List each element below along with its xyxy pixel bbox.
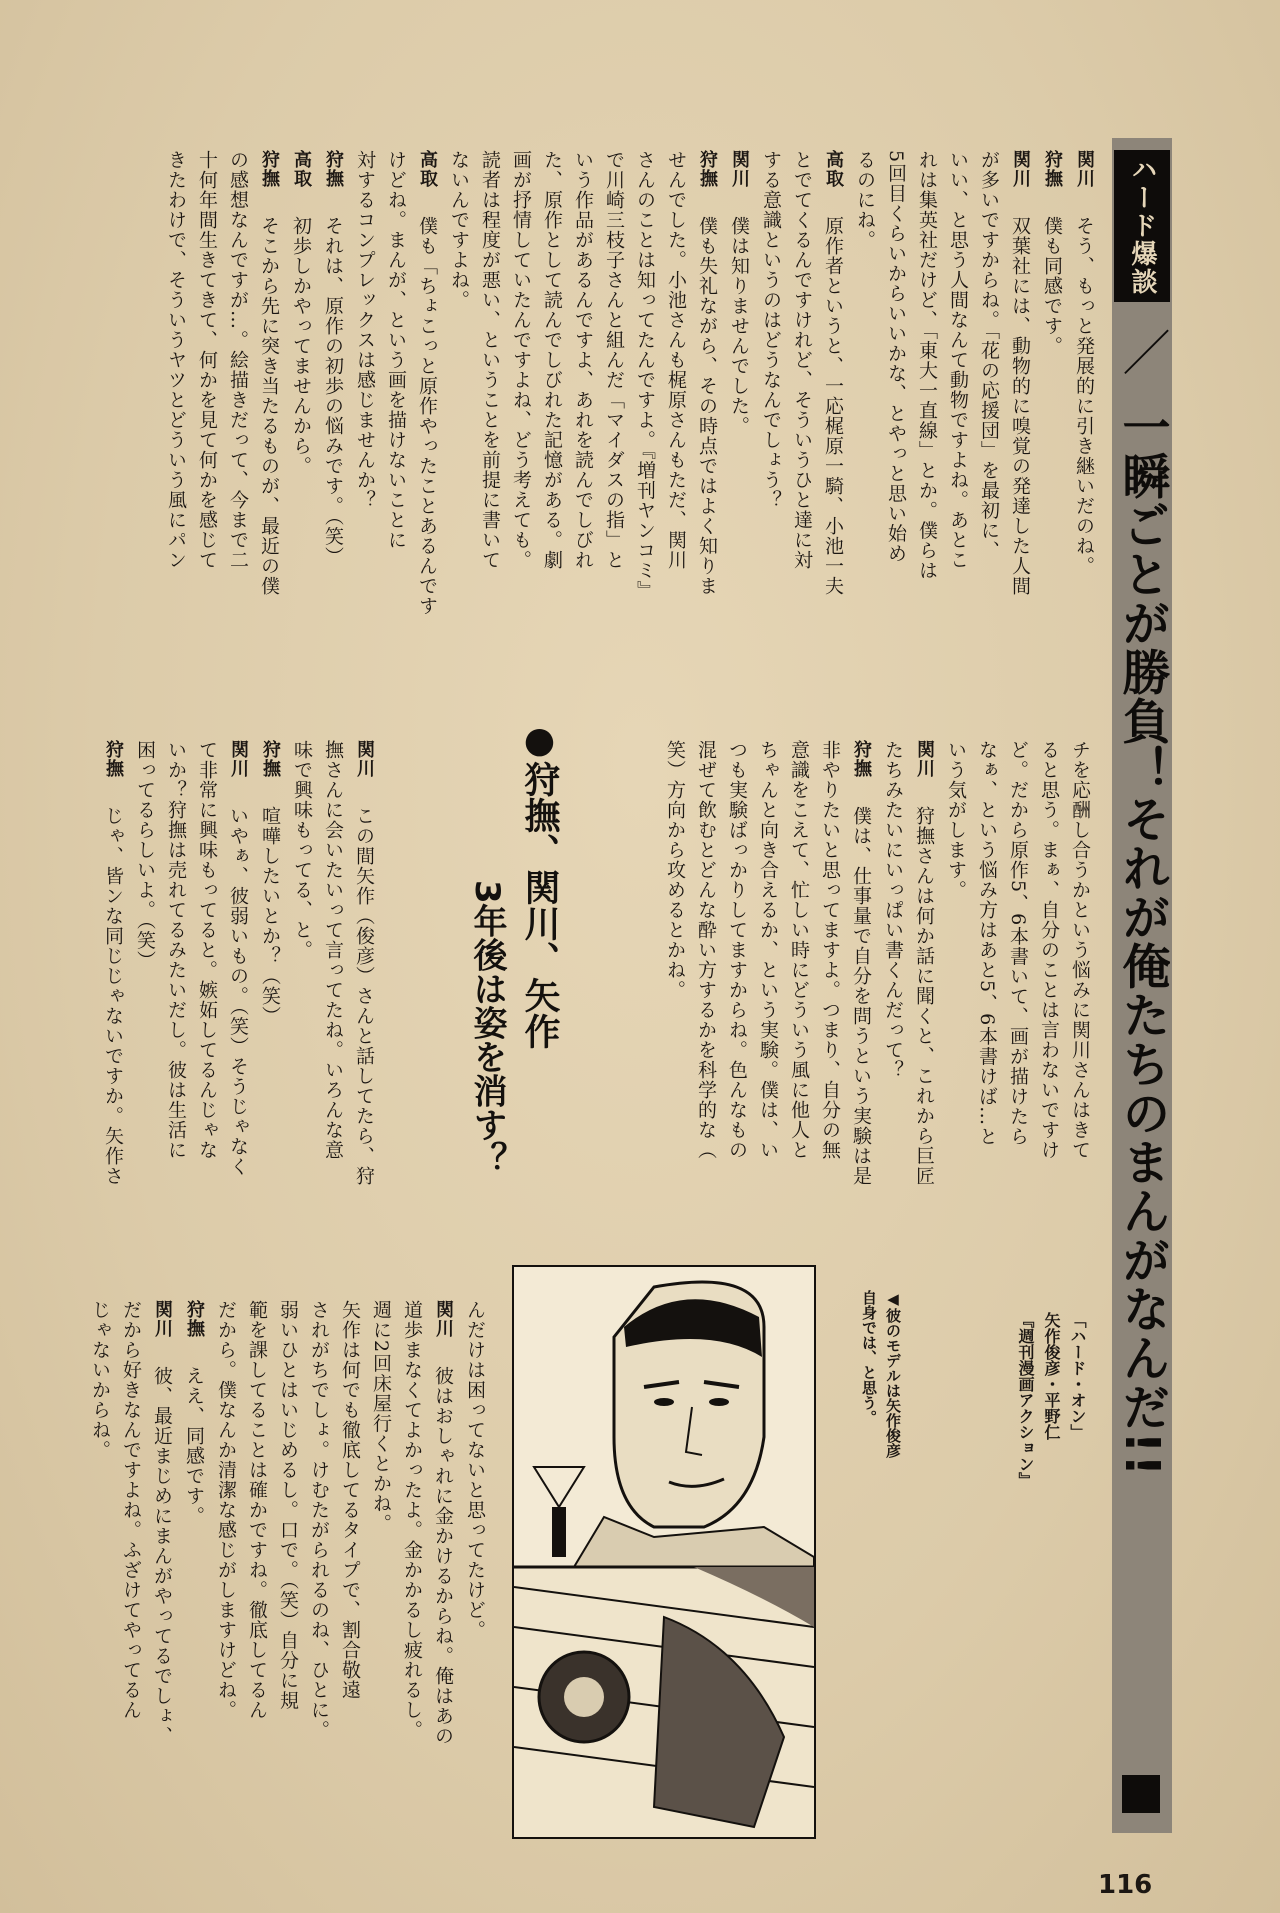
text-line	[973, 150, 1004, 710]
text-line	[84, 1300, 115, 1840]
text-line	[1064, 740, 1095, 1260]
dialogue-text: で川崎三枝子さんと組んだ「マイダスの指」と	[603, 150, 625, 570]
text-line	[1036, 150, 1068, 710]
dialogue-text: きたわけで、そういうヤツとどういう風にパン	[165, 150, 187, 570]
dialogue-text: 画が抒情していたんですよね、どう考えても。	[510, 150, 532, 570]
text-line	[505, 150, 536, 710]
speaker-name: 関川	[228, 740, 249, 778]
caption-line: 矢作俊彦・平野仁	[1042, 1312, 1061, 1440]
dialogue-text: いやぁ、彼弱いもの。（笑）そうじゃなく	[227, 806, 249, 1177]
speaker-name: 狩撫	[184, 1300, 205, 1338]
header-end-square	[1122, 1775, 1160, 1813]
speaker-name: 関川	[152, 1300, 173, 1338]
header-title: 一瞬ごとが勝負！それが俺たちのまんがなんだ!!	[1114, 402, 1170, 1478]
manga-illustration	[512, 1265, 816, 1839]
dialogue-text: 狩撫さんは何か話に聞くと、これから巨匠	[913, 806, 935, 1186]
dialogue-text: じゃ、皆ンな同じじゃないですか。矢作さ	[102, 806, 124, 1186]
dialogue-text: 撫さんに会いたいって言ってたね。いろんな意	[322, 740, 344, 1160]
text-line	[241, 1300, 272, 1840]
dialogue-text: 範を課してることは確かですね。徹底してるん	[246, 1300, 268, 1720]
speaker-name: 関川	[1074, 150, 1095, 188]
text-line	[814, 740, 845, 1260]
middle-right-text-block	[655, 740, 1095, 1260]
middle-left-text-block	[60, 740, 380, 1260]
caption-line: 『週刊漫画アクション』	[1016, 1312, 1035, 1488]
text-line	[285, 150, 317, 710]
dialogue-text: そこから先に突き当たるものが、最近の僕	[258, 216, 280, 596]
dialogue-text: 僕は知りませんでした。	[728, 216, 750, 436]
text-line	[160, 740, 191, 1260]
text-line	[254, 740, 286, 1260]
dialogue-text: の感想なんですが…。絵描きだって、今まで二	[227, 150, 249, 570]
speaker-name: 高取	[291, 150, 312, 188]
text-line	[411, 150, 443, 710]
text-line	[191, 150, 222, 710]
text-line	[849, 150, 880, 710]
text-line	[942, 150, 973, 710]
dialogue-text: いう気がします。	[945, 740, 967, 900]
dialogue-text: ちゃんと向き合えるか、という実験。僕は、い	[757, 740, 779, 1160]
header-title-block	[1114, 150, 1170, 1730]
header-slash: ／	[1114, 327, 1170, 377]
text-line	[598, 150, 629, 710]
text-line	[536, 150, 567, 710]
dialogue-text: 対するコンプレックスは感じませんか？	[354, 150, 376, 510]
dialogue-text: ええ、同感です。	[183, 1366, 205, 1526]
dialogue-text: 味で興味もってる、と。	[291, 740, 313, 960]
dialogue-text: されがちでしょ。けむたがられるのね、ひとに。	[308, 1300, 330, 1740]
text-line	[286, 740, 317, 1260]
speaker-name: 狩撫	[259, 150, 280, 188]
dialogue-text: 双葉社には、動物的に嗅覚の発達した人間	[1009, 216, 1031, 596]
text-line	[1002, 740, 1033, 1260]
dialogue-text: さんのことは知ってたんですよ。『増刊ヤンコミ』	[634, 150, 656, 601]
dialogue-text: いか？狩撫は売れてるみたいだし。彼は生活に	[165, 740, 187, 1160]
text-line	[1033, 740, 1064, 1260]
dialogue-text: せんでした。小池さんも梶原さんもただ、関川	[665, 150, 687, 570]
speaker-name: 狩撫	[697, 150, 718, 188]
text-line	[459, 1300, 490, 1840]
dialogue-text: この間矢作（俊彦）さんと話してたら、狩	[353, 806, 375, 1186]
text-line	[178, 1300, 210, 1840]
page-number: 116	[1098, 1870, 1153, 1900]
speaker-name: 狩撫	[1042, 150, 1063, 188]
dialogue-text: 僕も「ちょこっと原作やったことあるんです	[416, 216, 438, 616]
dialogue-text: 週に2回床屋行くとかね。	[370, 1300, 392, 1534]
dialogue-text: なぁ、という悩み方はあと5、6本書けば…と	[976, 740, 998, 1147]
dialogue-text: たちみたいにいっぱい書くんだって？	[882, 740, 904, 1080]
dialogue-text: けどね。まんが、という画を描けないことに	[385, 150, 407, 550]
text-line	[723, 150, 755, 710]
text-line	[567, 150, 598, 710]
dialogue-text: 原作者というと、一応梶原一騎、小池一夫	[822, 216, 844, 596]
dialogue-text: 彼はおしゃれに金かけるからね。俺はあの	[432, 1366, 454, 1746]
dialogue-text: れは集英社だけど、「東大一直線」とか。僕らは	[916, 150, 938, 581]
text-line	[210, 1300, 241, 1840]
text-line	[222, 150, 253, 710]
speaker-name: 関川	[433, 1300, 454, 1338]
illustration-caption-note	[845, 1290, 905, 1458]
speaker-name: 狩撫	[323, 150, 344, 188]
section-title	[425, 720, 565, 1340]
dialogue-text: チを応酬し合うかという悩みに関川さんはきて	[1069, 740, 1091, 1160]
dialogue-text: 僕も同感です。	[1041, 216, 1063, 356]
manga-illustration-drawing	[514, 1267, 814, 1837]
text-line	[191, 740, 222, 1260]
section-title-sub: 3年後は姿を消す？	[467, 880, 507, 1176]
text-line	[880, 150, 911, 710]
dialogue-text: んだけは困ってないと思ってたけど。	[464, 1300, 486, 1640]
dialogue-text: 非やりたいと思ってますよ。つまり、自分の無	[819, 740, 841, 1160]
dialogue-text: じゃないからね。	[89, 1300, 111, 1460]
text-line	[783, 740, 814, 1260]
section-title-main: ●狩撫、関川、矢作	[519, 720, 560, 1049]
text-line	[1068, 150, 1100, 710]
text-line	[845, 740, 877, 1260]
header-tag: ハード爆談	[1114, 150, 1170, 302]
text-line	[129, 740, 160, 1260]
dialogue-text: だから好きなんですよね。ふざけてやってるん	[120, 1300, 142, 1720]
dialogue-text: 僕も失礼ながら、その時点ではよく知りま	[696, 216, 718, 596]
text-line	[97, 740, 129, 1260]
dialogue-text: だから。僕なんか清潔な感じがしますけどね。	[215, 1300, 237, 1720]
dialogue-text: そう、もっと発展的に引き継いだのね。	[1073, 216, 1095, 576]
dialogue-text: 読者は程度が悪い、ということを前提に書いて	[479, 150, 501, 570]
text-line	[691, 150, 723, 710]
dialogue-text: 5回目くらいからいいかな、とやっと思い始め	[885, 150, 907, 564]
text-line	[1004, 150, 1036, 710]
upper-text-block	[60, 150, 1100, 710]
text-line	[334, 1300, 365, 1840]
lower-text-block	[60, 1300, 490, 1840]
text-line	[380, 150, 411, 710]
dialogue-text: 喧嘩したいとか？（笑）	[259, 806, 281, 1026]
speaker-name: 関川	[729, 150, 750, 188]
dialogue-text: るのにね。	[854, 150, 876, 250]
text-line	[755, 150, 786, 710]
dialogue-text: 弱いひとはいじめるし。口で。（笑）自分に規	[277, 1300, 299, 1711]
text-line	[443, 150, 474, 710]
dialogue-text: つも実験ばっかりしてますからね。色んなもの	[726, 740, 748, 1160]
text-line	[474, 150, 505, 710]
dialogue-text: 意識をこえて、忙しい時にどういう風に他人と	[788, 740, 810, 1160]
dialogue-text: 笑）方向から攻めるとかね。	[664, 740, 686, 1000]
text-line	[146, 1300, 178, 1840]
illustration-caption-title	[960, 1312, 1090, 1488]
dialogue-text: ると思う。まぁ、自分のことは言わないですけ	[1038, 740, 1060, 1160]
text-line	[908, 740, 940, 1260]
text-line	[160, 150, 191, 710]
text-line	[303, 1300, 334, 1840]
speaker-name: 高取	[823, 150, 844, 188]
text-line	[940, 740, 971, 1260]
text-line	[660, 150, 691, 710]
dialogue-text: それは、原作の初歩の悩みです。（笑）	[322, 216, 344, 567]
dialogue-text: ど。だから原作5、6本書いて、画が描けたら	[1007, 740, 1029, 1147]
speaker-name: 狩撫	[260, 740, 281, 778]
text-line	[349, 150, 380, 710]
text-line	[817, 150, 849, 710]
text-line	[629, 150, 660, 710]
caption-note-line: 自身では、と思う。	[860, 1290, 878, 1425]
dialogue-text: 僕は、仕事量で自分を問うという実験は是	[850, 806, 872, 1186]
dialogue-text: とでてくるんですけれど、そういうひと達に対	[791, 150, 813, 570]
text-line	[115, 1300, 146, 1840]
dialogue-text: が多いですからね。「花の応援団」を最初に、	[978, 150, 1000, 561]
text-line	[752, 740, 783, 1260]
dialogue-text: いう作品があるんですよ、あれを読んでしびれ	[572, 150, 594, 570]
text-line	[222, 740, 254, 1260]
text-line	[253, 150, 285, 710]
text-line	[721, 740, 752, 1260]
text-line	[690, 740, 721, 1260]
dialogue-text: ないんですよね。	[448, 150, 470, 310]
text-line	[786, 150, 817, 710]
text-line	[427, 1300, 459, 1840]
dialogue-text: する意識というのはどうなんでしょう？	[760, 150, 782, 510]
dialogue-text: た、原作として読んでしびれた記憶がある。劇	[541, 150, 563, 570]
dialogue-text: 困ってるらしいよ。（笑）	[134, 740, 156, 971]
text-line	[272, 1300, 303, 1840]
text-line	[911, 150, 942, 710]
dialogue-text: いい、と思う人間なんて動物ですよね。あとこ	[947, 150, 969, 570]
dialogue-text: 初歩しかやってませんから。	[290, 216, 312, 476]
text-line	[659, 740, 690, 1260]
caption-note-line: ◀彼のモデルは矢作俊彦	[884, 1290, 902, 1458]
dialogue-text: 十何年間生きてきて、何かを見て何かを感じて	[196, 150, 218, 570]
speaker-name: 関川	[1010, 150, 1031, 188]
dialogue-text: 道歩まなくてよかったよ。金かかるし疲れるし。	[401, 1300, 423, 1740]
dialogue-text: 混ぜて飲むとどんな酔い方するかを科学的な（	[695, 740, 717, 1160]
text-line	[365, 1300, 396, 1840]
speaker-name: 高取	[417, 150, 438, 188]
dialogue-text: 矢作は何でも徹底してるタイプで、割合敬遠	[339, 1300, 361, 1700]
speaker-name: 狩撫	[851, 740, 872, 778]
text-line	[317, 740, 348, 1260]
speaker-name: 関川	[914, 740, 935, 778]
dialogue-text: 彼、最近まじめにまんがやってるでしょ、	[151, 1366, 173, 1746]
text-line	[971, 740, 1002, 1260]
text-line	[317, 150, 349, 710]
text-line	[348, 740, 380, 1260]
text-line	[877, 740, 908, 1260]
text-line	[396, 1300, 427, 1840]
dialogue-text: て非常に興味もってると。嫉妬してるんじゃな	[196, 740, 218, 1160]
speaker-name: 関川	[354, 740, 375, 778]
caption-line: 「ハード・オン」	[1068, 1312, 1087, 1440]
speaker-name: 狩撫	[103, 740, 124, 778]
